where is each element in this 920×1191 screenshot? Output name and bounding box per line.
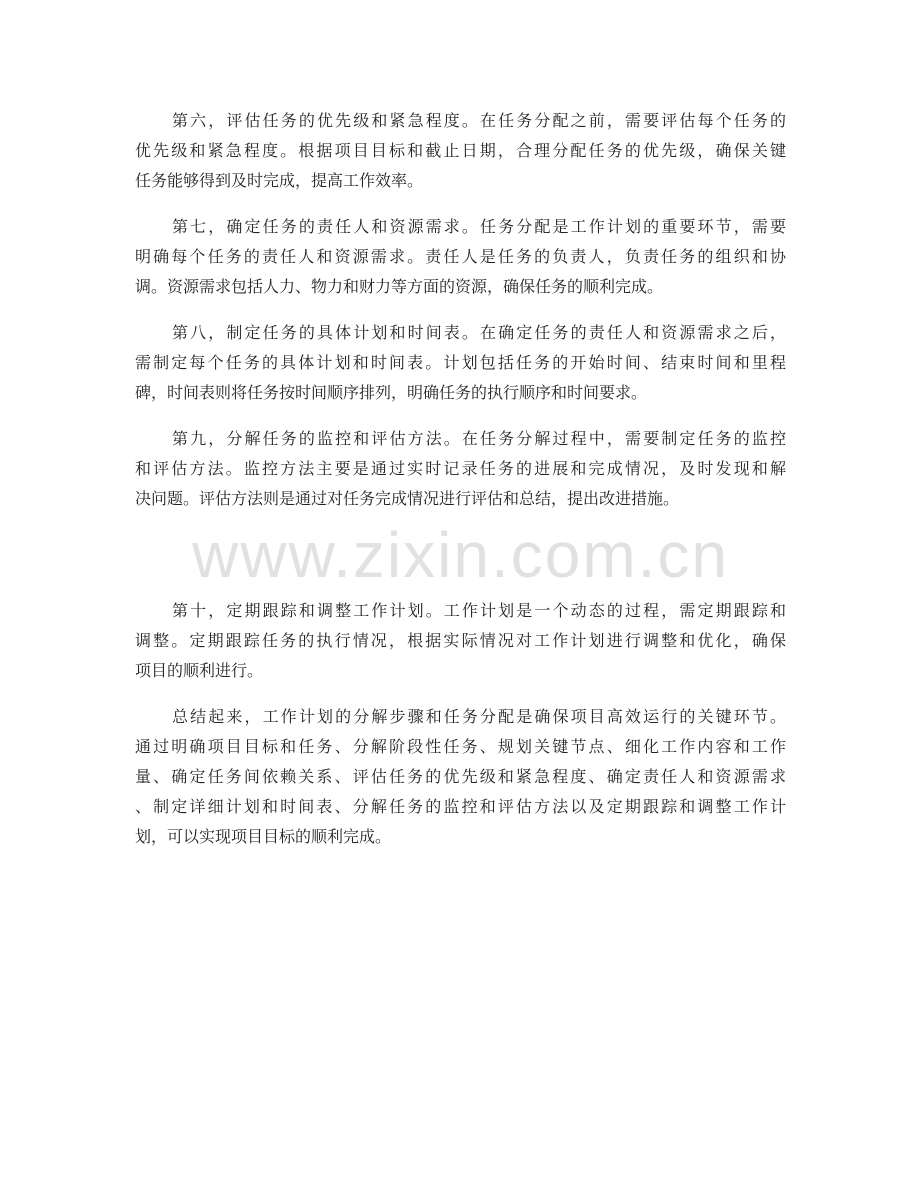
paragraph <box>135 318 786 408</box>
paragraph-line: 第十，定期跟踪和调整工作计划。工作计划是一个动态的过程，需定期跟踪和 <box>172 601 786 620</box>
paragraph-line: 通过明确项目目标和任务、分解阶段性任务、规划关键节点、细化工作内容和工作 <box>135 737 786 756</box>
paragraph-line: 项目的顺利进行。 <box>135 661 264 680</box>
paragraph-line: 调整。定期跟踪任务的执行情况，根据实际情况对工作计划进行调整和优化，确保 <box>135 631 786 650</box>
paragraph <box>135 212 786 302</box>
paragraph-line: 决问题。评估方法则是通过对任务完成情况进行评估和总结，提出改进措施。 <box>135 489 680 508</box>
watermark: www.zixin.com.cn <box>192 519 729 591</box>
paragraph-line: 第八，制定任务的具体计划和时间表。在确定任务的责任人和资源需求之后， <box>172 323 786 342</box>
paragraph-line: 明确每个任务的责任人和资源需求。责任人是任务的负责人，负责任务的组织和协 <box>135 247 786 266</box>
paragraph <box>135 424 786 514</box>
paragraph-line: 总结起来，工作计划的分解步骤和任务分配是确保项目高效运行的关键环节。 <box>172 707 786 726</box>
document-body <box>135 106 786 868</box>
paragraph-line: 第七，确定任务的责任人和资源需求。任务分配是工作计划的重要环节，需要 <box>172 217 786 236</box>
paragraph <box>135 106 786 196</box>
paragraph-line: 第六，评估任务的优先级和紧急程度。在任务分配之前，需要评估每个任务的 <box>172 111 786 130</box>
paragraph-line: 、制定详细计划和时间表、分解任务的监控和评估方法以及定期跟踪和调整工作计 <box>135 797 786 816</box>
paragraph-line: 优先级和紧急程度。根据项目目标和截止日期，合理分配任务的优先级，确保关键 <box>135 141 786 160</box>
paragraph-line: 需制定每个任务的具体计划和时间表。计划包括任务的开始时间、结束时间和里程 <box>135 353 786 372</box>
paragraph-line: 划，可以实现项目目标的顺利完成。 <box>135 827 392 846</box>
paragraph-line: 任务能够得到及时完成，提高工作效率。 <box>135 171 424 190</box>
paragraph-line: 第九，分解任务的监控和评估方法。在任务分解过程中，需要制定任务的监控 <box>172 429 786 448</box>
paragraph <box>135 596 786 686</box>
paragraph-line: 量、确定任务间依赖关系、评估任务的优先级和紧急程度、确定责任人和资源需求 <box>135 767 786 786</box>
paragraph-line: 和评估方法。监控方法主要是通过实时记录任务的进展和完成情况，及时发现和解 <box>135 459 786 478</box>
paragraph-line: 调。资源需求包括人力、物力和财力等方面的资源，确保任务的顺利完成。 <box>135 277 664 296</box>
paragraph <box>135 702 786 852</box>
paragraph-line: 碑，时间表则将任务按时间顺序排列，明确任务的执行顺序和时间要求。 <box>135 383 648 402</box>
